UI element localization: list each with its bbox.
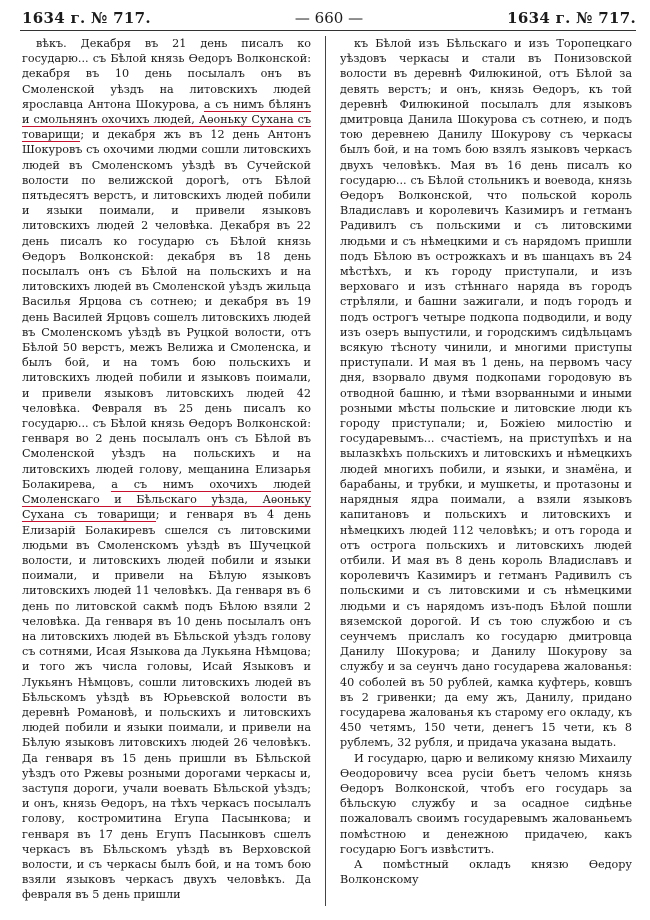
right-paragraph-2: И государю, царю и великому князю Михаилу Ѳеодоровичу всеа русіи бьетъ челомъ князь Ѳедоръ Волконской, чтобъ его государь за бѣльскую службу и за осадное сидѣнье пожаловалъ своимъ государевымъ жалованьемъ помѣстною и денежною придачею, какъ государю Богъ извѣститъ.: [340, 751, 632, 856]
right-paragraph-3: А помѣстный окладъ князю Ѳедору Волконскому: [340, 857, 632, 887]
right-column: [340, 36, 632, 887]
running-header: [22, 6, 636, 30]
left-paragraph: [22, 36, 311, 903]
left-text-2: ; и декабря жъ въ 12 день Антонъ Шокуровъ съ охочими людми сошли литовскихъ людей въ Смоленскомъ уѣздѣ въ Сучейской волости по велижской дорогѣ, отъ Бѣлой пятьдесятъ верстъ, и литовскихъ людей побили и языки поимали, и привели языковъ литовскихъ людей 2 человѣка. Декабря въ 22 день писалъ ко государю съ Бѣлой князь Ѳедоръ Волконской: декабря въ 18 день посылалъ онъ съ Бѣлой на польскихъ и на литовскихъ людей въ Смоленской уѣздъ жильца Василья Ярцова съ сотнею; и декабря въ 19 день Василей Ярцовъ сошелъ литовскихъ людей въ Смоленскомъ уѣздѣ въ Руцкой волости, отъ Бѣлой 50 верстъ, межъ Велижа и Смоленска, и былъ бой, и на томъ бою польскихъ и литовскихъ людей побили и языковъ поимали, и привели языковъ литовскихъ людей 42 человѣка. Февраля въ 25 день писалъ ко государю... съ Бѣлой князь Ѳедоръ Волконской: генваря во 2 день посылалъ онъ съ Бѣлой въ Смоленской уѣздъ на польскихъ и на литовскихъ людей голову, мещанина Елизарья Болакирева,: [22, 128, 311, 491]
right-paragraph-1: къ Бѣлой изъ Бѣльскаго и изъ Торопецкаго уѣздовъ черкасы и стали въ Понизовской волости въ деревнѣ Филюкиной, отъ Бѣлой за девять верстъ; и онъ, князь Ѳедоръ, къ той деревнѣ Филюкиной посылалъ для языковъ дмитровца Данила Шокурова съ сотнею, и подъ тою деревнею Данилу Шокурову съ черкасы былъ бой, и на томъ бою взялъ языковъ черкасъ двухъ человѣкъ. Мая въ 16 день писалъ ко государю... съ Бѣлой стольникъ и воевода, князь Ѳедоръ Волконской, что польской король Владиславъ и королевичъ Казимиръ и гетманъ Радивилъ съ польскими и съ литовскими людьми и съ нѣмецкими и съ нарядомъ пришли подъ Бѣлою въ острожкахъ и въ шанцахъ въ 24 мѣстѣхъ, и къ городу приступали, и изъ верховаго и изъ стѣннаго наряда въ городъ стрѣляли, и башни зажигали, и подъ городъ и подъ острогъ четыре подкопа подводили, и воду изъ озеръ выпустили, и городскимъ сидѣльцамъ всякую тѣсноту чинили, и многими приступы приступали. И мая въ 1 день, на первомъ часу дня, взорвало двумя подкопами городовую въ отводной башню, и тѣми взорванными и иными розными мѣсты польские и литовские люди къ городу приступали; и, Божіею милостію и государевымъ... счастіемъ, на приступѣхъ и на вылазкѣхъ польскихъ и литовскихъ и нѣмецкихъ людей многихъ побили, и языки, и знамёна, и барабаны, и трубки, и мушкеты, и протазоны и нарядныя ядра поимали, а взяли языковъ капитановъ и польскихъ и литовскихъ и нѣмецкихъ людей 112 человѣкъ; и отъ города и отъ острога польскихъ и литовскихъ людей отбили. И мая въ 8 день король Владиславъ и королевичъ Казимиръ и гетманъ Радивилъ съ польскими и съ литовскими и съ нѣмецкими людьми и съ нарядомъ изъ-подъ Бѣлой пошли вяземской дорогой. И съ тою службою и съ сеунчемъ прислалъ ко государю дмитровца Данилу Шокурова; и Данилу Шокурову за службу и за сеунчъ дано государева жалованья: 40 соболей въ 50 рублей, камка куфтерь, ковшъ въ 2 гривенки; да ему жъ, Данилу, придано государева жалованья къ старому его окладу, къ 450 четямъ, 150 чети, денегъ 15 чети, къ 8 рублемъ, 32 рубля, и придача указана выдать.: [340, 37, 632, 750]
column-divider: [325, 36, 326, 906]
left-column: [22, 36, 311, 903]
left-text-3: ; и генваря въ 4 день Елизарій Болакиревъ сшелся съ литовскими людьми въ Смоленскомъ уѣздѣ въ Шучецкой волости, и литовскихъ людей побили и языки поимали, и привели на Бѣлую языковъ литовскихъ людей 11 человѣкъ. Да генваря въ 6 день по литовской сакмѣ подъ Бѣлою взяли 2 человѣка. Да генваря въ 10 день посылалъ онъ на литовскихъ людей въ Бѣльской уѣздъ голову съ сотнями, Исая Языкова да Лукьяна Нѣмцова; и того жъ числа головы, Исай Языковъ и Лукьянъ Нѣмцовъ, сошли литовскихъ людей въ Бѣльскомъ уѣздѣ въ Юрьевской волости въ деревнѣ Романовѣ, и польскихъ и литовскихъ людей побили и языки поимали, и привели на Бѣлую языковъ литовскихъ людей 26 человѣкъ. Да генваря въ 15 день пришли въ Бѣльской уѣздъ ото Ржевы розными дорогами черкасы и, заступя дороги, учали воевать Бѣльской уѣздъ; и онъ, князь Ѳедоръ, на тѣхъ черкасъ посылалъ голову, костромитина Егупа Пасынкова; и генваря въ 17 день Егупъ Пасынковъ сшелъ черкасъ въ Бѣльскомъ уѣздѣ въ Верховской волости, и съ черкасы былъ бой, и на томъ бою взяли языковъ черкасъ двухъ человѣкъ. Да февраля въ 5 день пришли: [22, 508, 311, 902]
header-left: 1634 г. № 717.: [22, 9, 151, 27]
underlined-passage-1: а съ нимъ бѣлянъ и смольнянъ охочихъ людей, Аѳоньку Сухана съ товарищи: [22, 97, 311, 142]
header-rule: [20, 30, 636, 31]
page-number: — 660 —: [294, 9, 364, 27]
header-right: 1634 г. № 717.: [507, 9, 636, 27]
left-text-1: вѣкъ. Декабря въ 21 день писалъ ко государю... съ Бѣлой князь Ѳедоръ Волконской: декабря въ 10 день посылалъ онъ въ Смоленской уѣздъ на литовскихъ людей ярославца Антона Шокурова,: [22, 37, 311, 111]
underlined-passage-2: а съ нимъ охочихъ людей Смоленскаго и Бѣльскаго уѣзда, Аѳоньку Сухана съ товарищи: [22, 477, 311, 522]
